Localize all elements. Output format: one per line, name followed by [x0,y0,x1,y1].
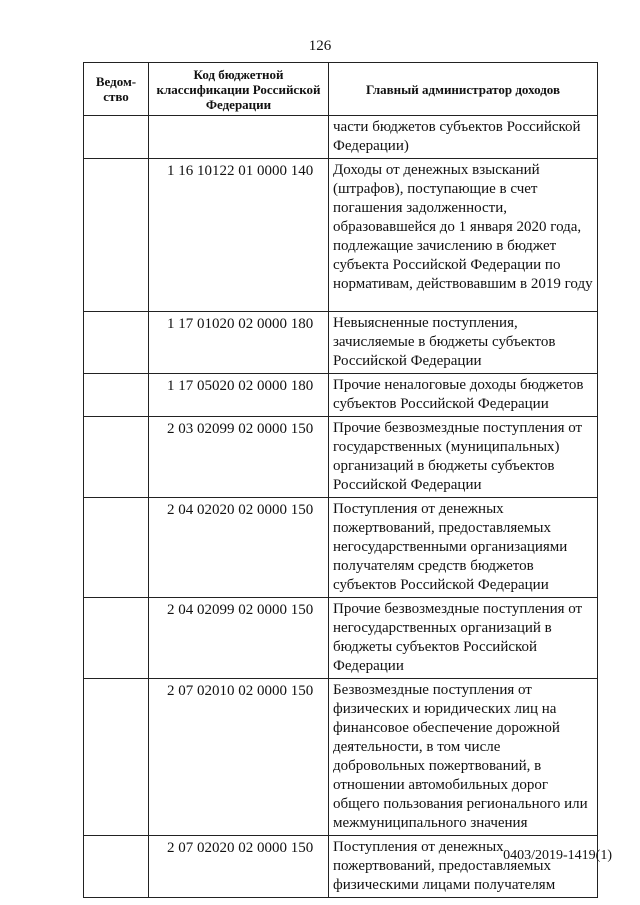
table-row [84,836,598,898]
cell-department [84,679,149,836]
cell-department [84,417,149,498]
cell-name: Прочие неналоговые доходы бюджетов субъектов Российской Федерации [329,374,598,417]
cell-department [84,116,149,159]
table-row [84,159,598,312]
cell-code: 2 04 02099 02 0000 150 [149,598,329,679]
cell-name: Доходы от денежных взысканий (штрафов), поступающие в счет погашения задолженности, образовавшейся до 1 января 2020 года, подлежащие зачислению в бюджет субъекта Российской Федерации по нормативам, действовавшим в 2019 году [329,159,598,312]
cell-name: части бюджетов субъектов Российской Федерации) [329,116,598,159]
cell-department [84,159,149,312]
cell-code: 1 17 05020 02 0000 180 [149,374,329,417]
revenue-admin-table [83,62,598,898]
cell-name: Безвозмездные поступления от физических и юридических лиц на финансовое обеспечение дорожной деятельности, в том числе добровольных пожертвований, в отношении автомобильных дорог общего пользования регионального или межмуниципального значения [329,679,598,836]
cell-code: 2 04 02020 02 0000 150 [149,498,329,598]
cell-name: Невыясненные поступления, зачисляемые в бюджеты субъектов Российской Федерации [329,312,598,374]
table-row [84,498,598,598]
page-number: 126 [308,38,332,54]
cell-code: 2 03 02099 02 0000 150 [149,417,329,498]
cell-name: Прочие безвозмездные поступления от негосударственных организаций в бюджеты субъектов Российской Федерации [329,598,598,679]
cell-name: Поступления от денежных пожертвований, предоставляемых физическими лицами получателям [329,836,598,898]
table-row [84,116,598,159]
cell-code: 2 07 02010 02 0000 150 [149,679,329,836]
cell-department [84,374,149,417]
cell-department [84,312,149,374]
cell-department [84,498,149,598]
cell-department [84,598,149,679]
cell-code [149,116,329,159]
table-row [84,598,598,679]
cell-code: 1 16 10122 01 0000 140 [149,159,329,312]
header-department: Ведом-ство [84,63,149,116]
table-row [84,312,598,374]
table-row [84,374,598,417]
table-row [84,679,598,836]
table-header-row [84,63,598,116]
cell-name: Поступления от денежных пожертвований, предоставляемых негосударственными организациями получателям средств бюджетов субъектов Российской Федерации [329,498,598,598]
table-row [84,417,598,498]
document-number: 0403/2019-1419(1) [503,848,612,863]
header-admin: Главный администратор доходов [329,63,598,116]
cell-department [84,836,149,898]
header-code: Код бюджетной классификации Российской Федерации [149,63,329,116]
cell-code: 2 07 02020 02 0000 150 [149,836,329,898]
cell-code: 1 17 01020 02 0000 180 [149,312,329,374]
cell-name: Прочие безвозмездные поступления от государственных (муниципальных) организаций в бюджеты субъектов Российской Федерации [329,417,598,498]
